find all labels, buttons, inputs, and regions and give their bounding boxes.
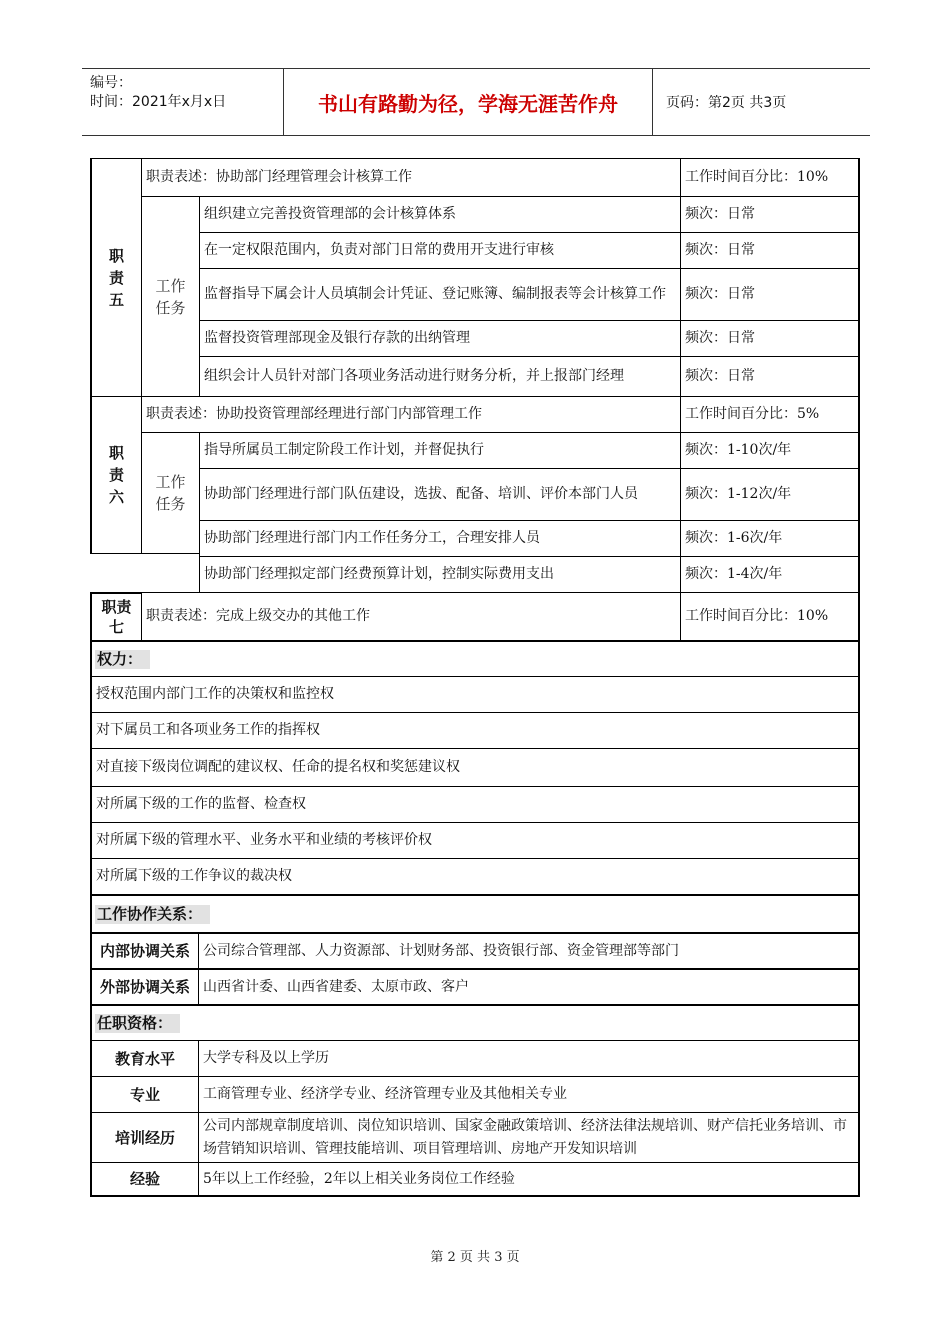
duty5-task-label: 工作 任务: [141, 196, 199, 396]
authority-title: 权力：: [95, 650, 150, 669]
external-relations-label: 外部协调关系: [90, 968, 198, 1004]
duty5-task: 组织会计人员针对部门各项业务活动进行财务分析，并上报部门经理: [199, 356, 680, 396]
duty6-task-frequency: 频次：1-12次/年: [680, 468, 860, 520]
duty6-task: 协助部门经理进行部门内工作任务分工，合理安排人员: [199, 520, 680, 556]
experience-label: 经验: [90, 1162, 198, 1197]
training-label: 培训经历: [90, 1112, 198, 1162]
education-value: 大学专科及以上学历: [198, 1040, 860, 1076]
duty6-task-frequency: 频次：1-4次/年: [680, 556, 860, 592]
duty6-task: 协助部门经理拟定部门经费预算计划，控制实际费用支出: [199, 556, 680, 592]
authority-item: 对下属员工和各项业务工作的指挥权: [90, 712, 860, 748]
doc-number-label: 编号：: [90, 75, 132, 91]
internal-relations-label: 内部协调关系: [90, 932, 198, 968]
authority-item: 授权范围内部门工作的决策权和监控权: [90, 676, 860, 712]
training-value: 公司内部规章制度培训、岗位知识培训、国家金融政策培训、经济法律法规培训、财产信托业务培训、市场营销知识培训、管理技能培训、项目管理培训、房地产开发知识培训: [198, 1112, 860, 1162]
duty6-description: 职责表述：协助投资管理部经理进行部门内部管理工作: [141, 396, 680, 432]
duty5-task: 在一定权限范围内，负责对部门日常的费用开支进行审核: [199, 232, 680, 268]
page-header: [82, 68, 870, 136]
internal-relations-value: 公司综合管理部、人力资源部、计划财务部、投资银行部、资金管理部等部门: [198, 932, 860, 968]
duty5-task: 监督指导下属会计人员填制会计凭证、登记账簿、编制报表等会计核算工作: [199, 268, 680, 320]
authority-item: 对直接下级岗位调配的建议权、任命的提名权和奖惩建议权: [90, 748, 860, 786]
duty5-task: 组织建立完善投资管理部的会计核算体系: [199, 196, 680, 232]
duty6-label: 职 责 六: [90, 396, 141, 554]
duty7-percent: 工作时间百分比：10%: [680, 592, 860, 640]
duty5-task-frequency: 频次：日常: [680, 268, 860, 320]
authority-section-header: [90, 640, 860, 676]
authority-item: 对所属下级的工作的监督、检查权: [90, 786, 860, 822]
duty6-task-frequency: 频次：1-6次/年: [680, 520, 860, 556]
authority-item: 对所属下级的管理水平、业务水平和业绩的考核评价权: [90, 822, 860, 858]
duty5-description: 职责表述：协助部门经理管理会计核算工作: [141, 158, 680, 196]
experience-value: 5年以上工作经验，2年以上相关业务岗位工作经验: [198, 1162, 860, 1197]
duty6-task: 指导所属员工制定阶段工作计划，并督促执行: [199, 432, 680, 468]
header-meta: [82, 69, 282, 135]
education-label: 教育水平: [90, 1040, 198, 1076]
relations-section-header: [90, 894, 860, 932]
qualification-title: 任职资格：: [95, 1014, 180, 1033]
relations-title: 工作协作关系：: [95, 905, 210, 924]
duty5-task-frequency: 频次：日常: [680, 196, 860, 232]
doc-date-label: 时间：2021年x月x日: [90, 94, 227, 110]
duty6-percent: 工作时间百分比：5%: [680, 396, 860, 432]
external-relations-value: 山西省计委、山西省建委、太原市政、客户: [198, 968, 860, 1004]
duty6-task: 协助部门经理进行部门队伍建设，选拔、配备、培训、评价本部门人员: [199, 468, 680, 520]
duty6-task-label: 工作 任务: [141, 432, 199, 554]
duty7-label: 职责 七: [90, 592, 141, 640]
duty5-label: 职 责 五: [90, 158, 141, 396]
header-page-info: 页码：第2页 共3页: [666, 95, 787, 111]
header-motto: 书山有路勤为径，学海无涯苦作舟: [283, 69, 653, 135]
duty7-description: 职责表述：完成上级交办的其他工作: [141, 592, 680, 640]
duty5-percent: 工作时间百分比：10%: [680, 158, 860, 196]
major-value: 工商管理专业、经济学专业、经济管理专业及其他相关专业: [198, 1076, 860, 1112]
page-footer: 第 2 页 共 3 页: [430, 1250, 520, 1265]
duty6-task-frequency: 频次：1-10次/年: [680, 432, 860, 468]
duty5-task-frequency: 频次：日常: [680, 356, 860, 396]
duty5-task-frequency: 频次：日常: [680, 320, 860, 356]
duty5-task-frequency: 频次：日常: [680, 232, 860, 268]
authority-item: 对所属下级的工作争议的裁决权: [90, 858, 860, 894]
major-label: 专业: [90, 1076, 198, 1112]
qualification-section-header: [90, 1004, 860, 1040]
duty5-task: 监督投资管理部现金及银行存款的出纳管理: [199, 320, 680, 356]
